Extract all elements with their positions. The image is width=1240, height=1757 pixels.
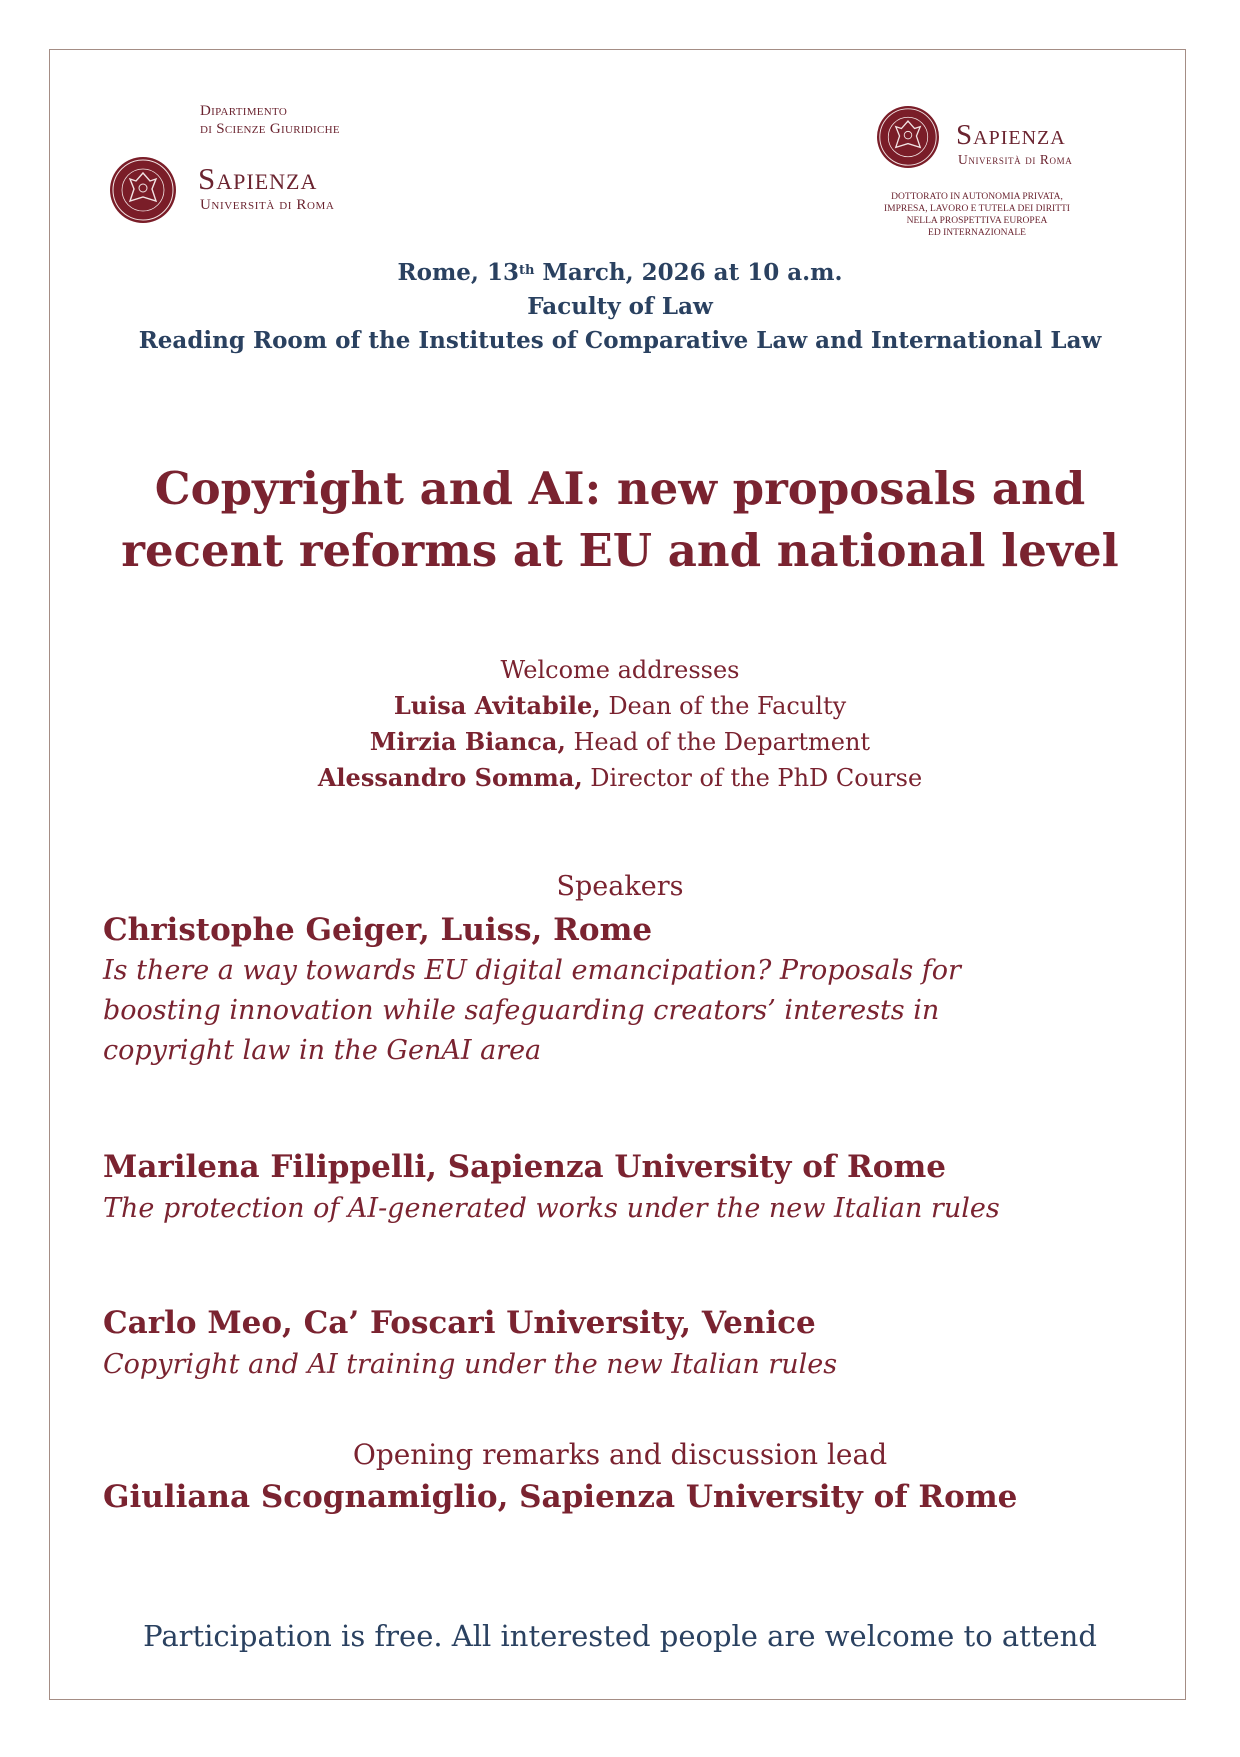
phd-program-name [882,191,1072,239]
logo-right [866,103,1126,253]
welcome-item [0,760,1240,796]
phd-line: NELLA PROSPETTIVA EUROPEA [906,216,1048,226]
welcome-role: Dean of the Faculty [600,692,847,720]
welcome-name: Luisa Avitabile, [393,691,601,720]
event-title-line-1: Copyright and AI: new proposals and [154,462,1086,515]
sapienza-seal-icon [110,157,176,223]
brand-subtitle: Università di Roma [200,197,335,213]
talk-line: copyright law in the GenAI area [103,1035,542,1066]
participation-note: Participation is free. All interested people are welcome to attend [143,1619,1097,1653]
event-date-prefix: Rome, 13 [397,259,519,286]
event-date-ordinal: th [518,263,535,278]
closing-heading: Opening remarks and discussion lead [352,1438,888,1471]
event-title-line-2: recent reforms at EU and national level [121,524,1119,577]
brand-name: Sapienza [198,161,318,196]
event-date [0,257,1240,289]
speaker-talk [103,1189,1063,1229]
event-room: Reading Room of the Institutes of Comparative Law and International Law [138,327,1102,354]
welcome-role: Director of the PhD Course [582,764,923,792]
phd-line: IMPRESA, LAVORO E TUTELA DEI DIRITTI [884,204,1070,214]
speaker-name: Marilena Filippelli, Sapienza University of Rome [103,1149,946,1185]
closing-speaker-name: Giuliana Scognamiglio, Sapienza University of Rome [103,1479,1018,1515]
welcome-item [0,688,1240,724]
welcome-name: Alessandro Somma, [317,763,583,792]
brand-subtitle: Università di Roma [958,152,1073,167]
logo-left [108,102,428,232]
talk-line: Is there a way towards EU digital emancipation? Proposals for [103,955,961,986]
event-title [0,458,1240,582]
talk-line: Copyright and AI training under the new Italian rules [103,1349,838,1380]
talk-line: The protection of AI-generated works under the new Italian rules [103,1193,1000,1224]
event-faculty: Faculty of Law [527,293,713,320]
speaker-name: Carlo Meo, Ca’ Foscari University, Venice [103,1305,816,1341]
department-line-2: di Scienze Giuridiche [200,121,340,137]
talk-line: boosting innovation while safeguarding creators’ interests in [103,995,940,1026]
event-date-suffix: March, 2026 at 10 a.m. [534,259,843,286]
speakers-heading: Speakers [556,871,684,902]
department-name [200,102,340,138]
phd-line: ED INTERNAZIONALE [928,228,1026,238]
speaker-name: Christophe Geiger, Luiss, Rome [103,912,653,948]
welcome-heading: Welcome addresses [500,656,740,684]
department-line-1: Dipartimento [200,103,288,119]
phd-line: DOTTORATO IN AUTONOMIA PRIVATA, [891,192,1063,202]
sapienza-seal-icon [877,106,939,168]
speaker-talk [103,951,1063,1071]
welcome-name: Mirzia Bianca, [369,727,566,756]
welcome-role: Head of the Department [565,728,871,756]
brand-name: Sapienza [956,119,1066,151]
speaker-talk [103,1345,1063,1385]
welcome-item [0,724,1240,760]
